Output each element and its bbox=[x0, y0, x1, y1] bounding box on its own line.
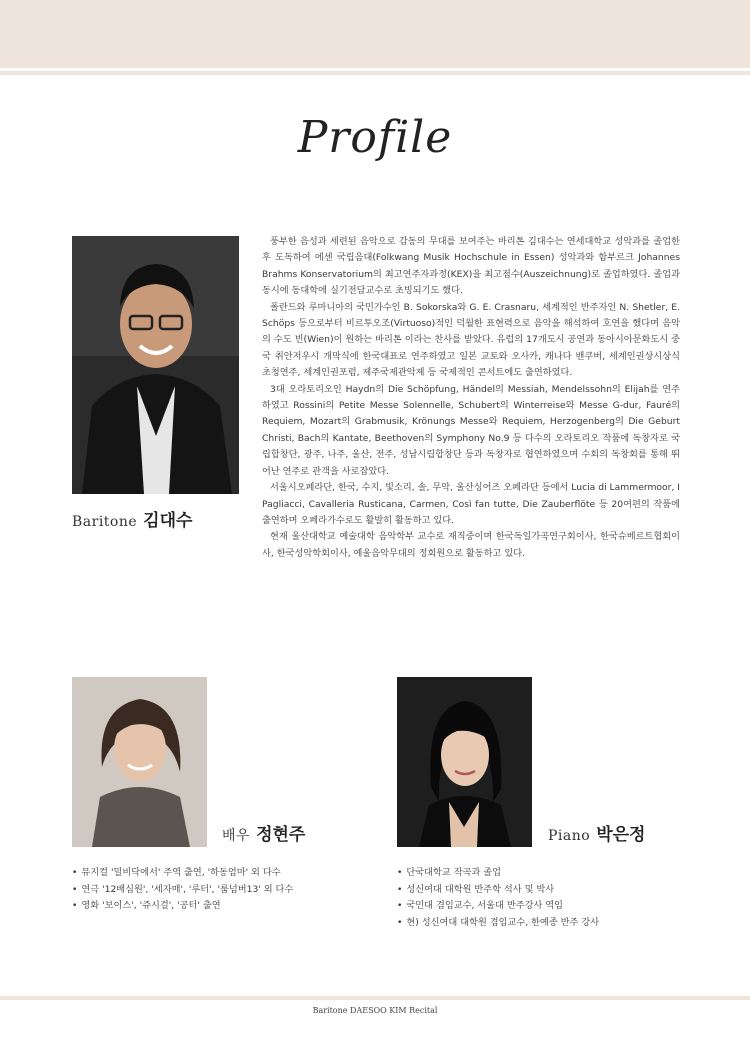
list-item: • 연극 '12배심원', '세자매', '루터', '룸넘버13' 외 다수 bbox=[72, 882, 372, 899]
footer-divider bbox=[0, 996, 750, 1000]
list-item: • 영화 '보이스', '쥬시걸', '공터' 출연 bbox=[72, 898, 372, 915]
baritone-photo bbox=[72, 236, 239, 494]
bio-paragraph: 풍부한 음성과 세련된 음악으로 감동의 무대를 보여주는 바리톤 김대수는 연세대학교 성악과를 졸업한 후 도독하여 에센 국립음대(Folkwang Musik Hochschule in Essen) 성악과와 함부르크 Johannes Brahms Konservatorium의 최고연주자과정(KEX)을 최고점수(Auszeichnung)로 졸업하였다. 졸업과 동시에 동대학에 실기전담교수로 초빙되기도 했다. bbox=[262, 236, 680, 297]
bio-paragraph: 폴란드와 루마니아의 국민가수인 B. Sokorska와 G. E. Crasnaru, 세계적인 반주자인 N. Shetler, E. Schöps 등으로부터 비르투오조(Virtuoso)적인 덕월한 표현력으로 음악을 해석하여 호연을 했다며 음악의 수도 빈(Wien)이 원하는 바리톤 이라는 찬사를 받았다. 유럽의 17개도시 공연과 동아시아문화도시 중국 취안저우시 개막식에 한국대표로 연주하였고 일본 교토와 오사카, 캐나다 밴쿠버, 세계인권상시상식 초청연주, 세계인권포럼, 제주국제관악제 등 국제적인 콘서트에도 출연하였다. bbox=[262, 301, 680, 379]
list-item: • 성신여대 대학원 반주학 석사 및 박사 bbox=[397, 882, 697, 899]
list-item: • 뮤지컬 '밀비닥에서' 주역 출연, '하동엄마' 외 다수 bbox=[72, 865, 372, 882]
actor-caption bbox=[222, 820, 305, 845]
baritone-bio bbox=[262, 234, 680, 562]
actor-role: 배우 bbox=[222, 828, 251, 844]
page-title: Profile bbox=[297, 112, 453, 163]
baritone-caption bbox=[72, 506, 192, 531]
actor-career-list bbox=[72, 865, 372, 915]
header-band bbox=[0, 0, 750, 68]
pianist-career-list bbox=[397, 865, 697, 931]
baritone-role: Baritone bbox=[72, 514, 138, 530]
footer-text: Baritone DAESOO KIM Recital bbox=[312, 1006, 438, 1015]
header-divider bbox=[0, 71, 750, 75]
list-item: • 현) 성신여대 대학원 겸임교수, 한예종 반주 강사 bbox=[397, 915, 697, 932]
list-item: • 국민대 겸임교수, 서울대 반주강사 역임 bbox=[397, 898, 697, 915]
bio-paragraph: 서울시오페라단, 한국, 수지, 빛소리, 솔, 무악, 울산싱어즈 오페라단 등에서 Lucia di Lammermoor, I Pagliacci, Cavalleria Rusticana, Carmen, Così fan tutte, Die Zauberflöte 등 20여편의 작품에 출연하며 오페라가수로도 활발히 활동하고 있다. bbox=[262, 482, 680, 526]
pianist-photo bbox=[397, 677, 532, 847]
pianist-name: 박은정 bbox=[596, 825, 646, 845]
baritone-name: 김대수 bbox=[143, 511, 193, 531]
actor-photo bbox=[72, 677, 207, 847]
list-item: • 단국대학교 작곡과 졸업 bbox=[397, 865, 697, 882]
pianist-caption bbox=[548, 820, 645, 845]
bio-paragraph: 3대 오라토리오인 Haydn의 Die Schöpfung, Händel의 Messiah, Mendelssohn의 Elijah를 연주하였고 Rossini의 Petite Messe Solennelle, Schubert의 Winterreise와 Messe G-dur, Fauré의 Requiem, Mozart의 Grabmusik, Krönungs Messe와 Requiem, Herzogenberg의 Die Geburt Christi, Bach의 Kantate, Beethoven의 Symphony No.9 등 다수의 오라토리오 작품에 독창자로 국립합창단, 광주, 나주, 울산, 전주, 성남시립합창단 등과 독창자로 협연하였으며 수회의 독창회를 통해 뛰어난 연주로 관객을 사로잡았다. bbox=[262, 383, 680, 477]
bio-paragraph: 현재 울산대학교 예술대학 음악학부 교수로 재직중이며 한국독일가곡연구회이사, 한국슈베르트협회이사, 한국성악학회이사, 예울음악무대의 정회원으로 활동하고 있다. bbox=[262, 531, 680, 559]
actor-name: 정현주 bbox=[256, 825, 306, 845]
pianist-role: Piano bbox=[548, 828, 591, 844]
